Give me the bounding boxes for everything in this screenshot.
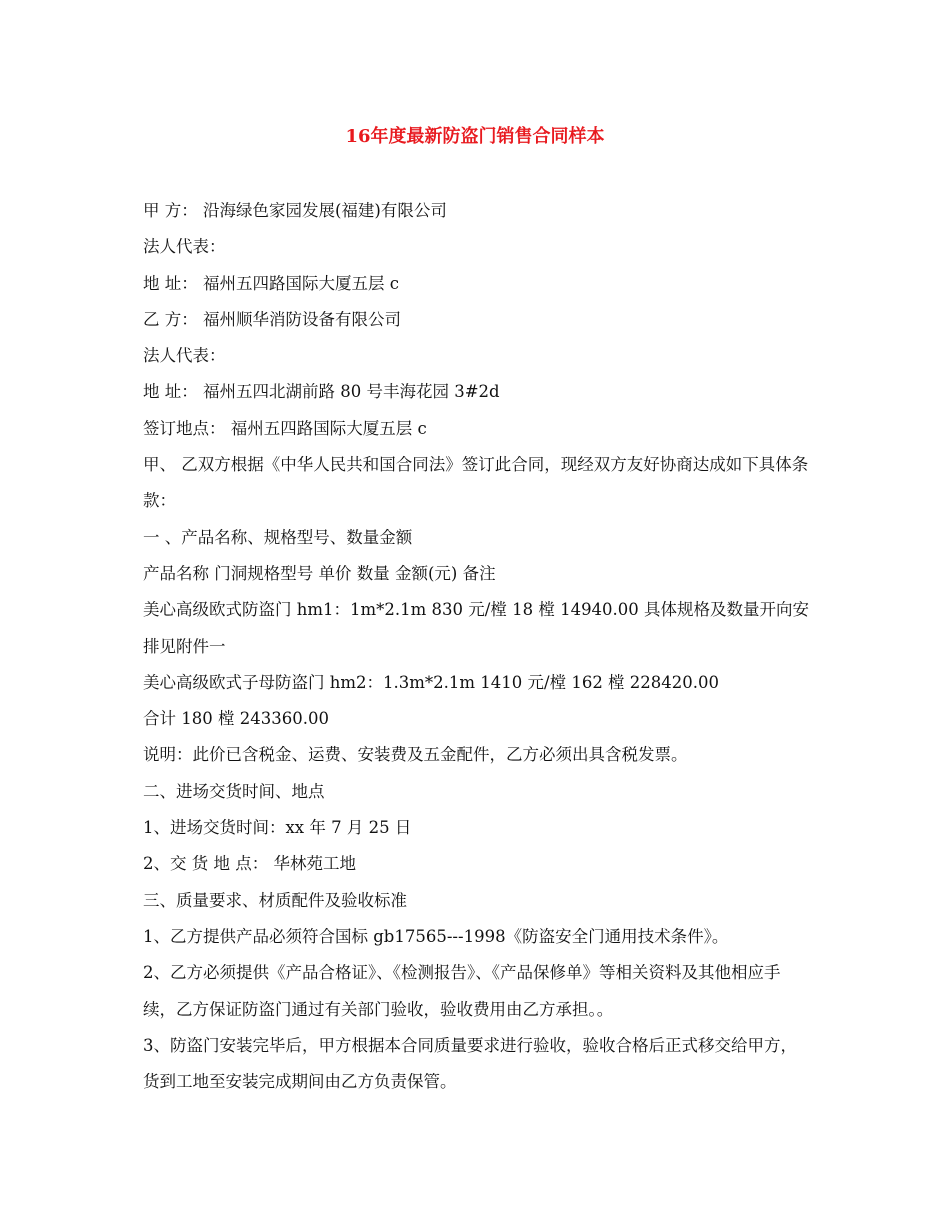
quality-clause-2: 2、乙方必须提供《产品合格证》、《检测报告》、《产品保修单》等相关资料及其他相应手续，乙方保证防盗门通过有关部门验收，验收费用由乙方承担。。 (143, 963, 781, 1019)
section-heading-2: 二、进场交货时间、地点 (143, 781, 325, 801)
section-heading-1: 一 、产品名称、规格型号、数量金额 (143, 527, 413, 547)
quality-clause-1: 1、乙方提供产品必须符合国标 gb17565---1998《防盗安全门通用技术条件》。 (143, 926, 729, 946)
quality-clause-3: 3、防盗门安装完毕后，甲方根据本合同质量要求进行验收，验收合格后正式移交给甲方，货到工地至安装完成期间由乙方负责保管。 (143, 1035, 797, 1092)
product-table-header: 产品名称 门洞规格型号 单价 数量 金额(元) 备注 (143, 563, 496, 583)
delivery-time: 1、进场交货时间：xx 年 7 月 25 日 (143, 818, 412, 838)
party-a-representative: 法人代表： (143, 237, 226, 257)
contract-preamble: 甲、 乙双方根据《中华人民共和国合同法》签订此合同，现经双方友好协商达成如下具体条款： (143, 455, 809, 511)
product-row-hm1: 美心高级欧式防盗门 hm1：1m*2.1m 830 元/樘 18 樘 14940.00 具体规格及数量开向安排见附件一 (143, 600, 810, 656)
party-a-address: 地 址： 福州五四路国际大厦五层 c (143, 273, 399, 293)
product-total: 合计 180 樘 243360.00 (143, 709, 329, 729)
product-row-hm2: 美心高级欧式子母防盗门 hm2：1.3m*2.1m 1410 元/樘 162 樘 228420.00 (143, 672, 720, 692)
party-b-address: 地 址： 福州五四北湖前路 80 号丰海花园 3#2d (143, 382, 500, 402)
party-a-name: 甲 方： 沿海绿色家园发展(福建)有限公司 (143, 201, 447, 220)
party-b-name: 乙 方： 福州顺华消防设备有限公司 (143, 309, 401, 329)
signing-location: 签订地点： 福州五四路国际大厦五层 c (143, 418, 427, 438)
document-body (143, 193, 811, 1100)
price-note: 说明：此价已含税金、运费、安装费及五金配件，乙方必须出具含税发票。 (143, 745, 688, 765)
document-title: 16年度最新防盗门销售合同样本 (345, 126, 605, 147)
section-heading-3: 三、质量要求、材质配件及验收标准 (143, 890, 407, 910)
delivery-location: 2、交 货 地 点： 华林苑工地 (143, 854, 356, 874)
party-b-representative: 法人代表： (143, 346, 226, 366)
